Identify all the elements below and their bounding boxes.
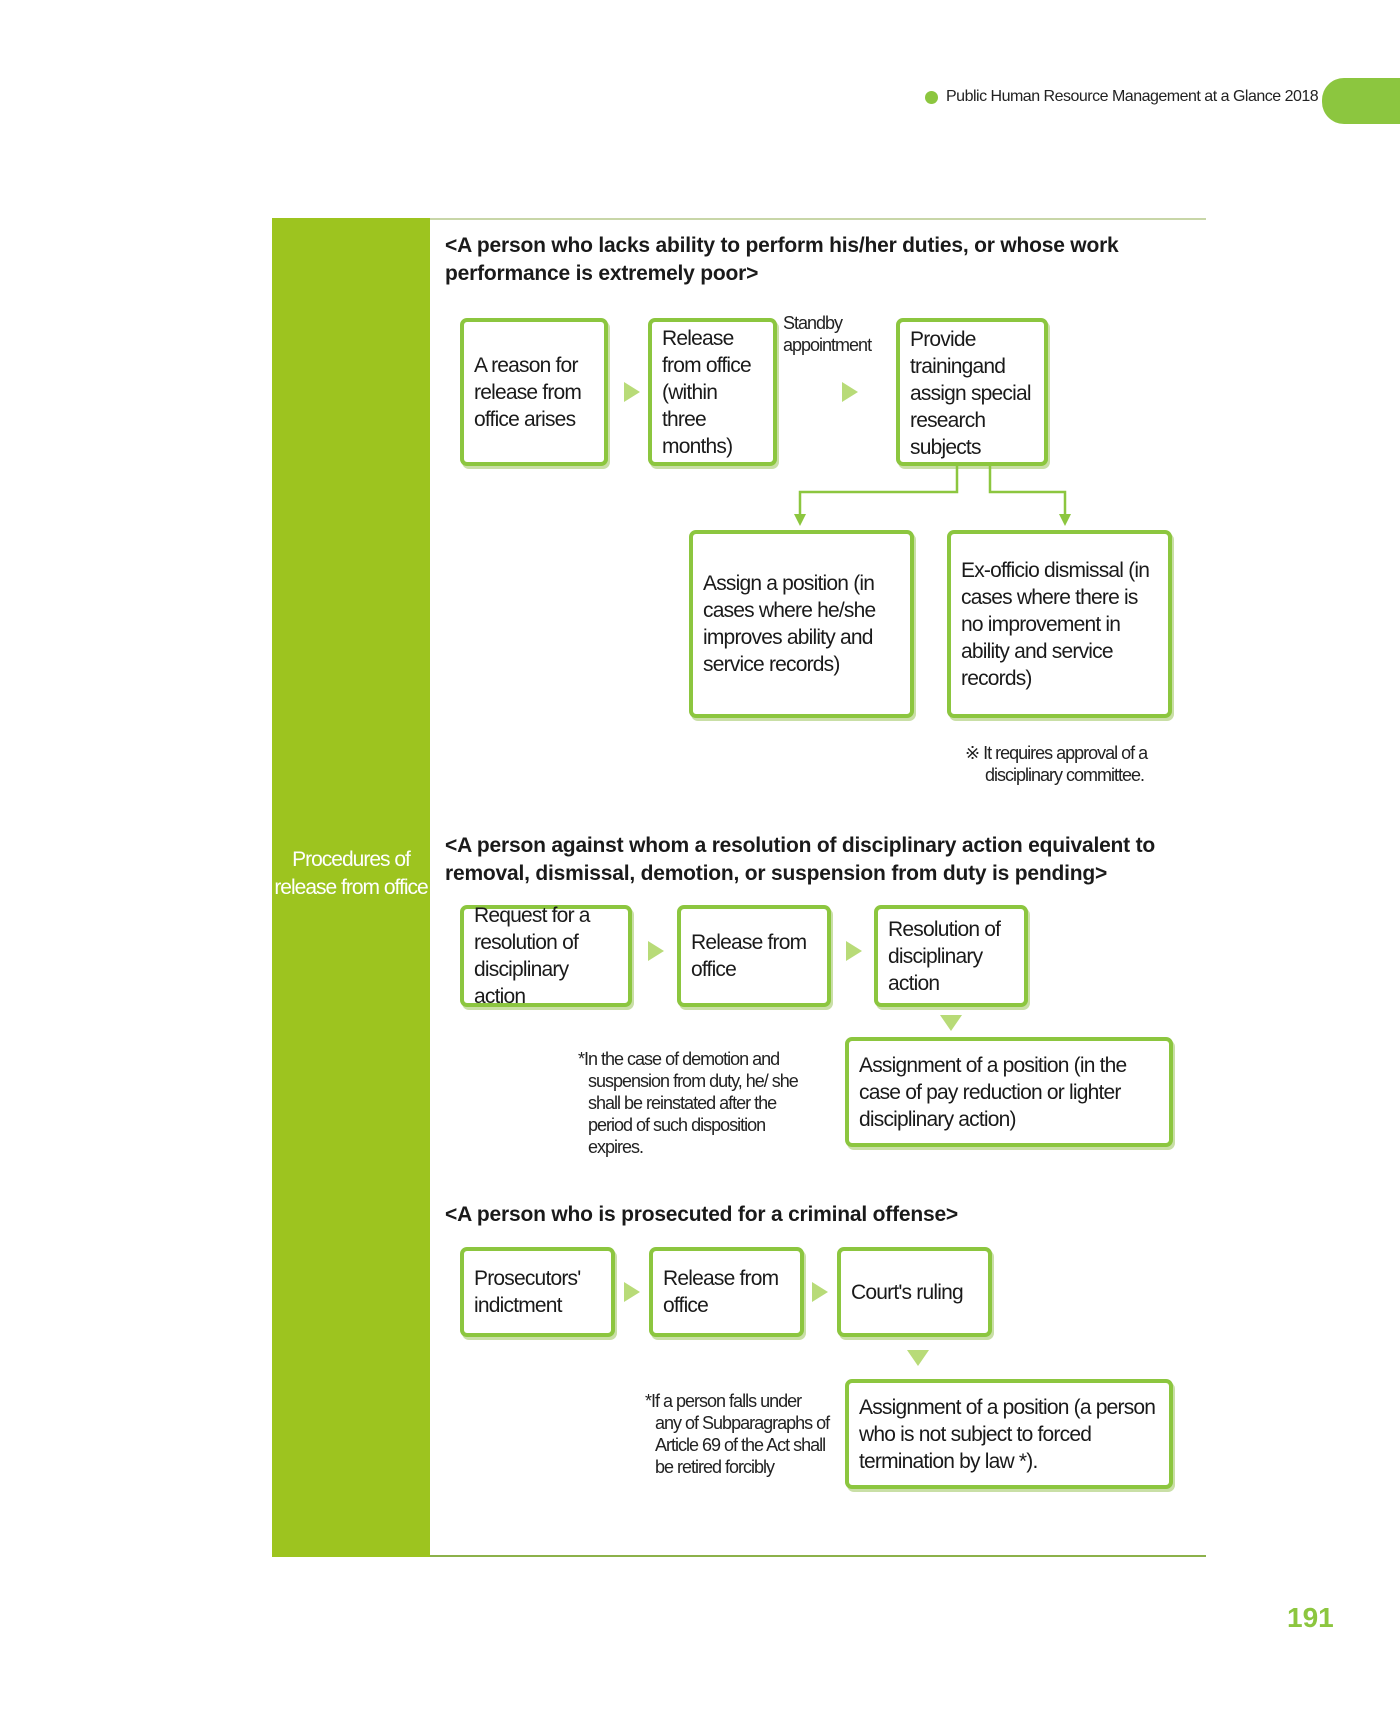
s3-release-text: Release from office — [663, 1267, 779, 1317]
s2-note: *In the case of demotion and suspension from duty, he/ she shall be reinstated after the period of such disposition expires. — [578, 1049, 798, 1157]
running-header — [925, 88, 1318, 106]
arrow-down-icon — [940, 1015, 962, 1031]
bottom-rule — [430, 1555, 1206, 1557]
s3-ruling-text: Court's ruling — [851, 1280, 963, 1304]
s2-resolution-text: Resolution of disciplinary action — [888, 917, 1001, 995]
s3-indictment-box — [460, 1247, 615, 1337]
section2-title: <A person against whom a resolution of disciplinary action equivalent to removal, dismissal, demotion, or suspension from duty is pending> — [445, 834, 1156, 885]
arrow-right-icon — [624, 382, 640, 402]
s1-reason-box — [460, 318, 608, 466]
s2-resolution-box — [874, 905, 1028, 1007]
s1-training-text: Provide trainingand assign special research subjects — [910, 328, 1031, 459]
header-tab-decoration — [1322, 78, 1400, 124]
s2-assign-box — [845, 1037, 1173, 1147]
standby-label: Standby appointment — [783, 313, 872, 355]
side-label: Procedures of release from office — [274, 848, 428, 899]
arrow-right-icon — [846, 941, 862, 961]
s1-assign-box — [689, 530, 914, 718]
s3-ruling-box — [837, 1247, 992, 1337]
arrow-down-icon — [907, 1350, 929, 1366]
s3-indictment-text: Prosecutors' indictment — [474, 1267, 581, 1317]
s3-note: *If a person falls under any of Subparagraphs of Article 69 of the Act shall be retired forcibly — [645, 1391, 830, 1477]
header-title: Public Human Resource Management at a Glance 2018 — [946, 88, 1319, 105]
s1-note: ※ It requires approval of a disciplinary committee. — [965, 743, 1148, 785]
branch-connector — [790, 464, 1080, 528]
s1-dismissal-text: Ex-officio dismissal (in cases where there is no improvement in ability and service records) — [961, 558, 1150, 690]
s1-release-box — [648, 318, 777, 466]
s3-assign-text: Assignment of a position (a person who is not subject to forced termination by law *). — [859, 1395, 1156, 1473]
s2-assign-text: Assignment of a position (in the case of pay reduction or lighter disciplinary action) — [859, 1053, 1127, 1131]
s1-reason-text: A reason for release from office arises — [474, 353, 582, 431]
section3-title: <A person who is prosecuted for a criminal offense> — [445, 1203, 958, 1226]
top-rule — [430, 218, 1206, 220]
arrow-right-icon — [842, 382, 858, 402]
s1-training-box — [896, 318, 1048, 466]
s2-release-text: Release from office — [691, 931, 807, 981]
s1-assign-text: Assign a position (in cases where he/she improves ability and service records) — [703, 572, 876, 676]
s3-assign-box — [845, 1379, 1173, 1489]
s1-release-text: Release from office (within three months) — [662, 326, 751, 458]
arrow-right-icon — [648, 941, 664, 961]
page-number: 191 — [1287, 1602, 1334, 1633]
s2-release-box — [677, 905, 831, 1007]
s2-request-box — [460, 905, 632, 1007]
arrow-right-icon — [812, 1282, 828, 1302]
arrow-right-icon — [624, 1282, 640, 1302]
section1-title: <A person who lacks ability to perform his/her duties, or whose work performance is extremely poor> — [445, 234, 1119, 285]
s1-dismissal-box — [947, 530, 1172, 718]
s2-request-text: Request for a resolution of disciplinary action — [474, 904, 590, 1008]
s3-release-box — [649, 1247, 804, 1337]
bullet-dot-icon — [925, 91, 938, 104]
